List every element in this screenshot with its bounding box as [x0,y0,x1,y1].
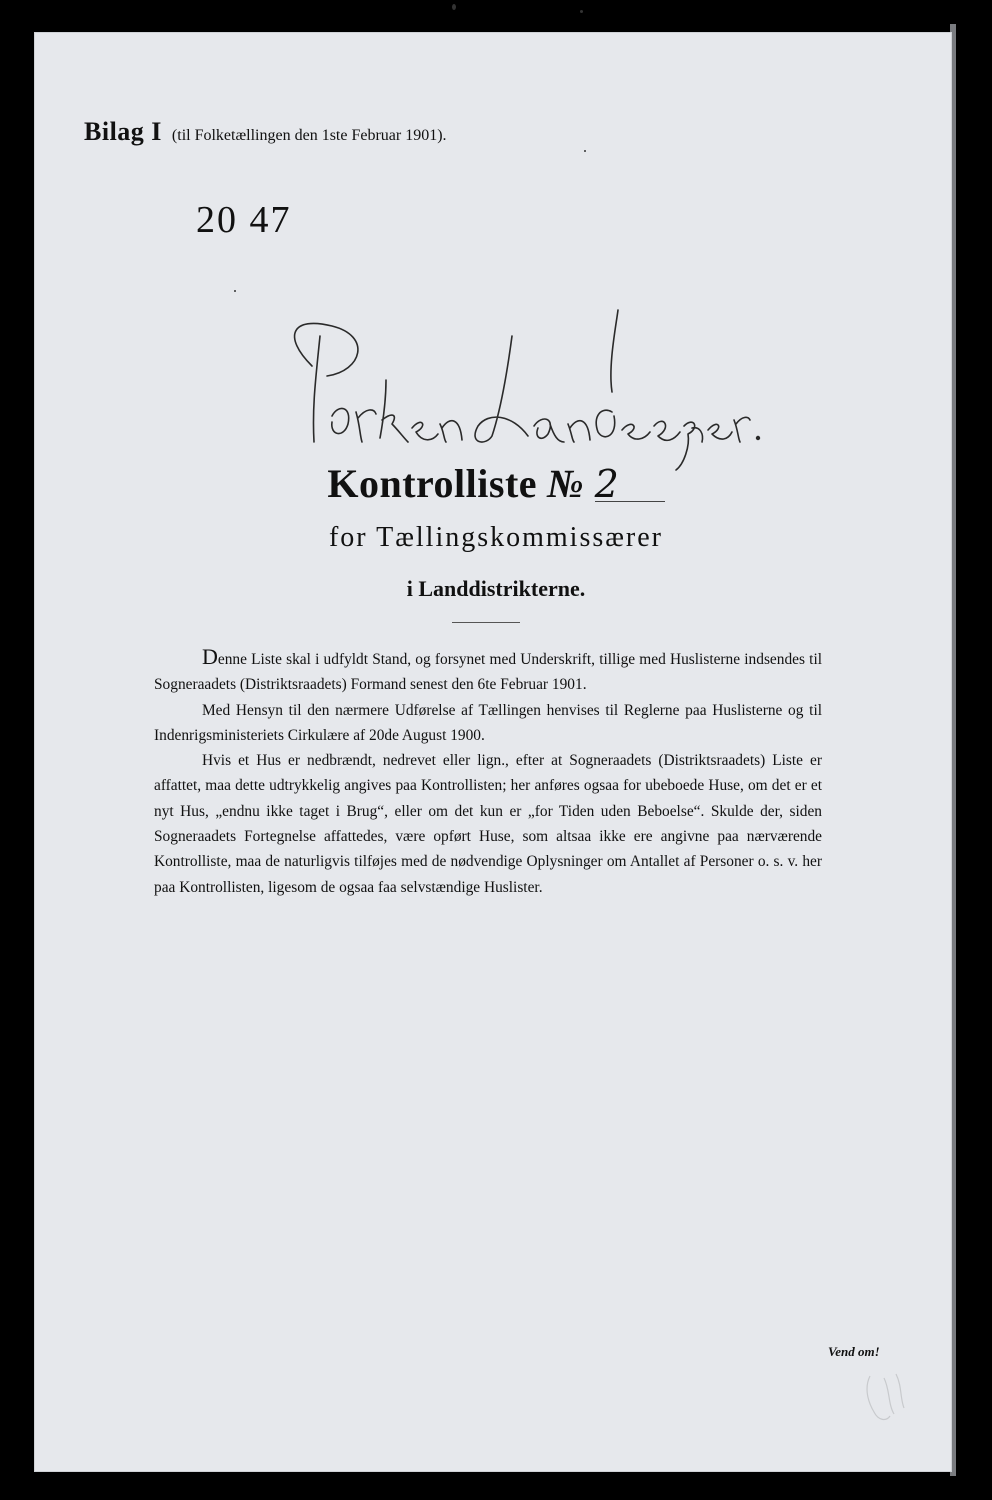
paragraph-3: Hvis et Hus er nedbrændt, nedrevet eller lign., efter at Sogneraadets (Distriktsraadets) Liste er affattet, maa dette udtrykkelig angives paa Kontrollisten; her anføres ogsaa for ubeboede Huse, om det er et nyt Hus, „endnu ikke taget i Brug“, eller om det kun er „for Tiden uden Beboelse“. Skulde der, siden Sogneraadets Fortegnelse affattedes, være opført Huse, som altsaa ikke ere angivne paa nærværende Kontrolliste, maa de naturligvis tilføjes med de nødvendige Oplysninger om Antallet af Personer o. s. v. her paa Kontrollisten, ligesom de ogsaa faa selvstændige Huslister. [154,752,822,896]
faint-stamp-mark [860,1368,910,1428]
reference-number: 20 47 [196,199,292,241]
bilag-subtitle: (til Folketællingen den 1ste Februar 1901). [171,127,447,144]
scan-speck [584,150,586,152]
bilag-label: Bilag I [84,117,162,146]
scan-speck [580,10,583,13]
paragraph-2: Med Hensyn til den nærmere Udførelse af Tællingen henvises til Reglerne paa Huslisterne og til Indenrigsministeriets Cirkulære af 20de August 1900. [154,701,822,744]
scan-speck [234,290,236,292]
page-title [0,460,992,507]
number-value: 2 [595,467,665,502]
title-subline-2: i Landdistrikterne. [406,576,586,601]
scan-speck [452,4,456,10]
handwritten-place-signature [272,296,762,476]
paragraph-1: Denne Liste skal i udfyldt Stand, og forsynet med Underskrift, tillige med Huslisterne indsendes til Sogneraadets (Distriktsraadets) Formand senest den 6te Februar 1901. [154,644,822,694]
divider [452,622,520,623]
bilag-header [84,117,447,147]
turn-over-note: Vend om! [828,1344,880,1359]
title-subline-1: for Tællingskommissærer [328,522,664,553]
instructions-text [154,644,822,900]
title-text: Kontrolliste [327,461,538,506]
number-symbol: № [547,461,585,506]
